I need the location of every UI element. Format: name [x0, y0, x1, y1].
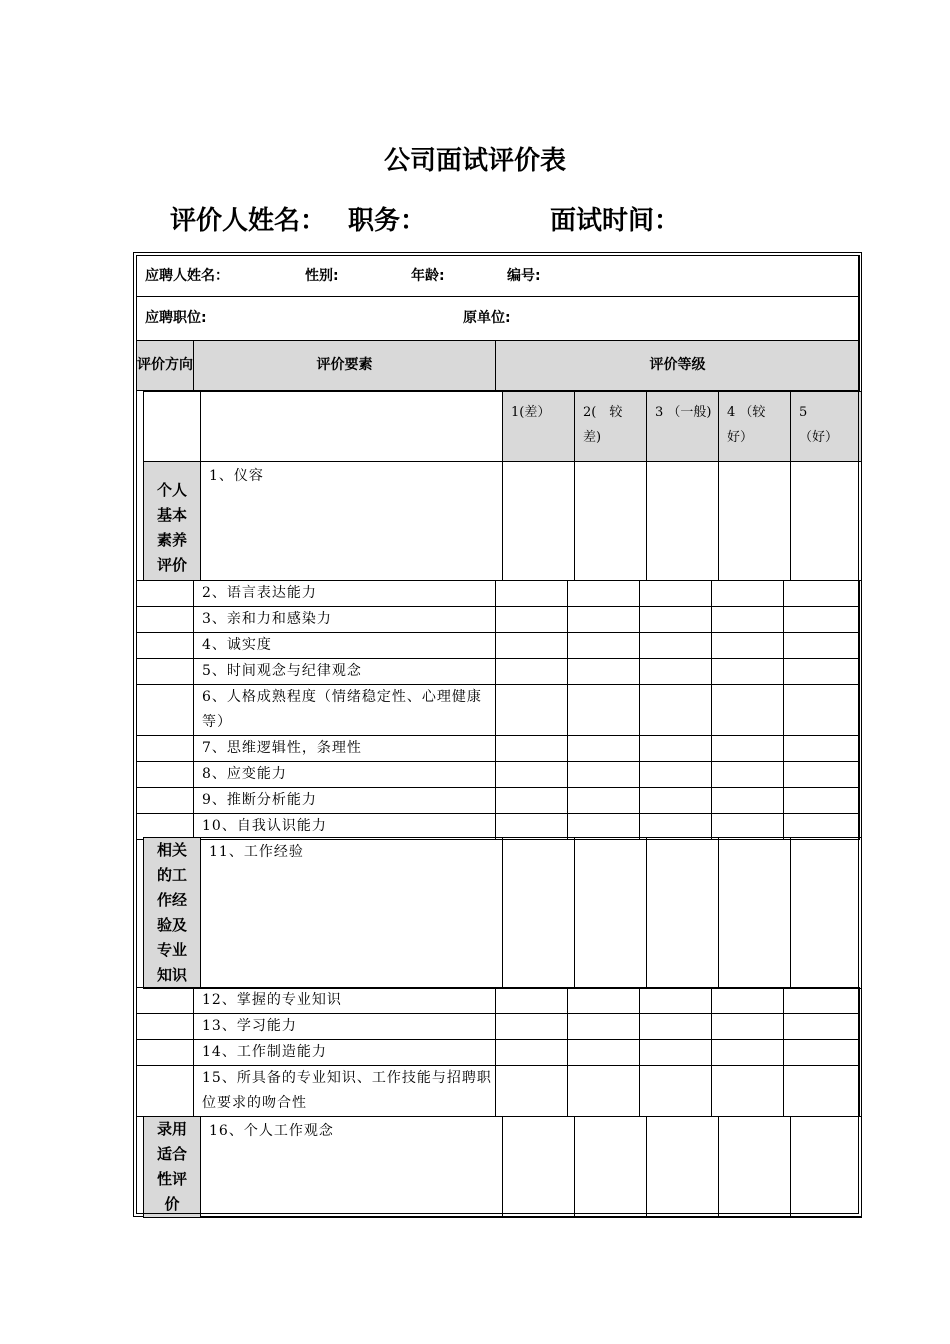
former-unit-label: 原单位:	[463, 310, 511, 326]
score-cell[interactable]	[784, 788, 860, 814]
score-cell[interactable]	[784, 633, 860, 659]
header-direction: 评价方向	[137, 341, 194, 391]
item-1: 1、仪容	[201, 462, 503, 581]
blank-direction-cell	[144, 392, 201, 462]
score-cell[interactable]	[712, 1040, 784, 1066]
score-cell[interactable]	[791, 1117, 862, 1218]
score-cell[interactable]	[496, 988, 568, 1014]
score-cell[interactable]	[568, 788, 640, 814]
item-13: 13、学习能力	[194, 1014, 496, 1040]
score-cell[interactable]	[647, 1117, 719, 1218]
item-9: 9、推断分析能力	[194, 788, 496, 814]
score-cell[interactable]	[575, 838, 647, 989]
score-cell[interactable]	[496, 1014, 568, 1040]
score-cell[interactable]	[503, 462, 575, 581]
score-cell[interactable]	[640, 607, 712, 633]
item-16: 16、个人工作观念	[201, 1117, 503, 1218]
score-cell[interactable]	[712, 988, 784, 1014]
score-cell[interactable]	[719, 838, 791, 989]
grade-2-header: 2( 较差)	[575, 392, 647, 462]
score-cell[interactable]	[568, 1066, 640, 1117]
info-row-applicant[interactable]	[137, 256, 860, 297]
score-cell[interactable]	[496, 788, 568, 814]
score-cell[interactable]	[568, 1014, 640, 1040]
item-2: 2、语言表达能力	[194, 581, 496, 607]
score-cell[interactable]	[496, 581, 568, 607]
score-cell[interactable]	[784, 1066, 860, 1117]
score-cell[interactable]	[496, 607, 568, 633]
blank-factor-cell	[201, 392, 503, 462]
score-cell[interactable]	[496, 762, 568, 788]
score-cell[interactable]	[640, 581, 712, 607]
score-cell[interactable]	[647, 462, 719, 581]
score-cell[interactable]	[712, 659, 784, 685]
item-7: 7、思维逻辑性，条理性	[194, 736, 496, 762]
experience-items-table	[136, 987, 860, 1117]
gender-label: 性别:	[305, 267, 339, 284]
item-5: 5、时间观念与纪律观念	[194, 659, 496, 685]
score-cell[interactable]	[496, 736, 568, 762]
score-cell[interactable]	[568, 988, 640, 1014]
score-cell[interactable]	[712, 736, 784, 762]
info-table	[136, 255, 860, 391]
score-cell[interactable]	[568, 607, 640, 633]
score-cell[interactable]	[640, 788, 712, 814]
grade-3-header: 3 （一般)	[647, 392, 719, 462]
item-3: 3、亲和力和感染力	[194, 607, 496, 633]
fit-table	[143, 1116, 862, 1218]
score-cell[interactable]	[791, 462, 862, 581]
score-cell[interactable]	[640, 1014, 712, 1040]
item-8: 8、应变能力	[194, 762, 496, 788]
score-cell[interactable]	[784, 607, 860, 633]
score-cell[interactable]	[575, 462, 647, 581]
score-cell[interactable]	[712, 633, 784, 659]
evaluator-position-label: 职务：	[348, 206, 427, 236]
score-cell[interactable]	[712, 685, 784, 736]
score-cell[interactable]	[784, 1040, 860, 1066]
page-title: 公司面试评价表	[383, 146, 566, 176]
score-cell[interactable]	[712, 788, 784, 814]
score-cell[interactable]	[640, 633, 712, 659]
category-basic: 个人基本素养评价	[144, 462, 201, 581]
interview-time-label: 面试时间：	[550, 206, 681, 236]
score-cell[interactable]	[640, 1040, 712, 1066]
score-cell[interactable]	[784, 736, 860, 762]
score-cell[interactable]	[503, 838, 575, 989]
score-cell[interactable]	[568, 633, 640, 659]
item-4: 4、诚实度	[194, 633, 496, 659]
score-cell[interactable]	[719, 1117, 791, 1218]
score-cell[interactable]	[647, 838, 719, 989]
score-cell[interactable]	[640, 659, 712, 685]
score-cell[interactable]	[568, 736, 640, 762]
score-cell[interactable]	[712, 1066, 784, 1117]
item-6: 6、人格成熟程度（情绪稳定性、心理健康等）	[194, 685, 496, 736]
item-15: 15、所具备的专业知识、工作技能与招聘职位要求的吻合性	[194, 1066, 496, 1117]
grade-4-header: 4 （较好）	[719, 392, 791, 462]
score-cell[interactable]	[640, 988, 712, 1014]
item-10: 10、自我认识能力	[194, 814, 496, 840]
score-cell[interactable]	[496, 1040, 568, 1066]
score-cell[interactable]	[496, 814, 568, 840]
category-experience: 相关的工作经验及专业知识	[144, 838, 201, 989]
grade-header-table	[143, 391, 862, 581]
score-cell[interactable]	[791, 838, 862, 989]
score-cell[interactable]	[784, 581, 860, 607]
category-fit: 录用适合性评价	[144, 1117, 201, 1218]
score-cell[interactable]	[712, 1014, 784, 1040]
score-cell[interactable]	[575, 1117, 647, 1218]
score-cell[interactable]	[640, 814, 712, 840]
score-cell[interactable]	[784, 814, 860, 840]
header-factors: 评价要素	[194, 341, 496, 391]
basic-items-table	[136, 580, 860, 840]
score-cell[interactable]	[568, 814, 640, 840]
score-cell[interactable]	[712, 762, 784, 788]
score-cell[interactable]	[568, 1040, 640, 1066]
score-cell[interactable]	[503, 1117, 575, 1218]
score-cell[interactable]	[784, 988, 860, 1014]
experience-table	[143, 837, 862, 989]
age-label: 年龄:	[411, 267, 445, 284]
score-cell[interactable]	[712, 607, 784, 633]
score-cell[interactable]	[784, 659, 860, 685]
score-cell[interactable]	[784, 1014, 860, 1040]
score-cell[interactable]	[568, 685, 640, 736]
item-12: 12、掌握的专业知识	[194, 988, 496, 1014]
score-cell[interactable]	[496, 659, 568, 685]
info-row-position[interactable]	[137, 297, 860, 341]
score-cell[interactable]	[719, 462, 791, 581]
item-11: 11、工作经验	[201, 838, 503, 989]
score-cell[interactable]	[712, 814, 784, 840]
score-cell[interactable]	[568, 581, 640, 607]
applied-position-label: 应聘职位:	[145, 310, 207, 326]
score-cell[interactable]	[640, 685, 712, 736]
header-grade: 评价等级	[496, 341, 860, 391]
score-cell[interactable]	[712, 581, 784, 607]
score-cell[interactable]	[568, 762, 640, 788]
score-cell[interactable]	[496, 633, 568, 659]
score-cell[interactable]	[496, 1066, 568, 1117]
evaluator-name-label: 评价人姓名：	[170, 206, 327, 236]
applicant-name-label: 应聘人姓名：	[145, 267, 229, 284]
number-label: 编号:	[507, 267, 541, 284]
score-cell[interactable]	[568, 659, 640, 685]
grade-5-header: 5 （好）	[791, 392, 862, 462]
score-cell[interactable]	[640, 1066, 712, 1117]
grade-1-header: 1(差）	[503, 392, 575, 462]
score-cell[interactable]	[640, 762, 712, 788]
item-14: 14、工作制造能力	[194, 1040, 496, 1066]
score-cell[interactable]	[784, 685, 860, 736]
score-cell[interactable]	[640, 736, 712, 762]
score-cell[interactable]	[784, 762, 860, 788]
score-cell[interactable]	[496, 685, 568, 736]
